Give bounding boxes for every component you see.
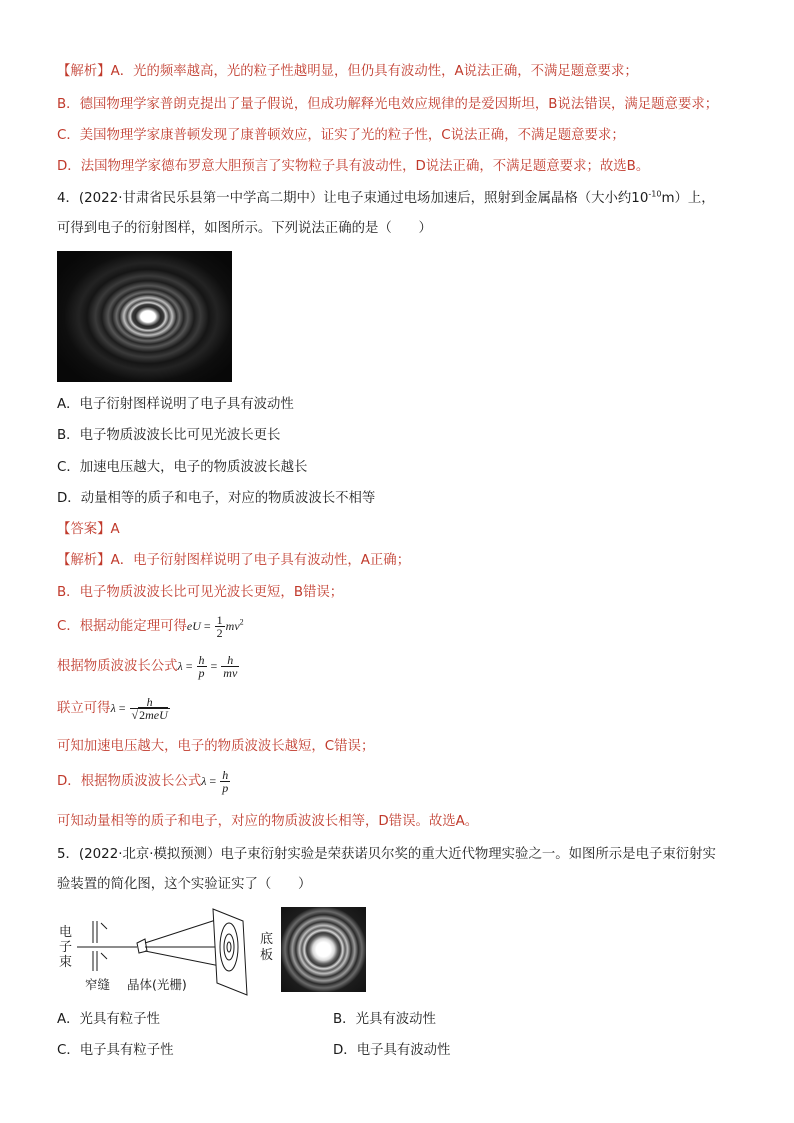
- q5-option-c: C．电子具有粒子性: [57, 1043, 174, 1058]
- slit-label: 窄缝: [85, 977, 111, 992]
- q4-conclusion-d: 可知动量相等的质子和电子，对应的物质波波长相等，D错误。故选A。: [57, 814, 479, 829]
- q4-option-a: A．电子衍射图样说明了电子具有波动性: [57, 397, 294, 412]
- q4-stem-line1: 4．(2022·甘肃省民乐县第一中学高二期中）让电子束通过电场加速后，照射到金属晶格（大小约$10^{-10}m$）上，: [57, 189, 715, 206]
- plate-label-2: 板: [260, 948, 274, 963]
- q4-answer: 【答案】A: [57, 522, 120, 537]
- beam-label-2: 子: [59, 940, 73, 955]
- q4-analysis-d-formula: D．根据物质波波长公式λ = $\frac{h}{p}$: [57, 767, 229, 795]
- q4-option-b: B．电子物质波波长比可见光波长更长: [57, 428, 281, 443]
- q4-conclusion-c: 可知加速电压越大，电子的物质波波长越短，C错误；: [57, 739, 375, 754]
- ray-lower: [145, 951, 225, 967]
- q4-stem-line2: 可得到电子的衍射图样，如图所示。下列说法正确的是（ ）: [57, 221, 432, 236]
- wavelength-formula: 根据物质波波长公式λ = $\frac{h}{p}$ = $\frac{h}{mv}$: [57, 652, 238, 680]
- analysis-tag: 【解析】: [57, 64, 111, 79]
- q5-option-a: A．光具有粒子性: [57, 1012, 160, 1027]
- q5-option-d: D．电子具有波动性: [333, 1043, 451, 1058]
- prev-analysis-a: 【解析】A．光的频率越高，光的粒子性越明显，但仍具有波动性，A说法正确，不满足题意要求；: [57, 64, 638, 79]
- q5-stem-line1: 5．(2022·北京·模拟预测）电子束衍射实验是荣获诺贝尔奖的重大近代物理实验之一。如图所示是电子束衍射实: [57, 847, 716, 862]
- q4-option-d: D．动量相等的质子和电子，对应的物质波波长不相等: [57, 491, 376, 506]
- beam-label: [59, 924, 72, 970]
- q4-analysis-c-formula: C．根据动能定理可得eU = $\frac{1}{2}$ $mv^2$: [57, 612, 244, 640]
- q5-option-b: B．光具有波动性: [333, 1012, 436, 1027]
- prev-analysis-c: C．美国物理学家康普顿发现了康普顿效应，证实了光的粒子性，C说法正确，不满足题意要求；: [57, 128, 625, 143]
- crystal-label: 晶体(光栅): [127, 977, 187, 992]
- ray-upper: [145, 917, 225, 943]
- plate-label-1: 底: [260, 932, 274, 947]
- electron-diffraction-photo: [57, 251, 232, 382]
- plate-label: [260, 931, 273, 963]
- prev-analysis-d: D．法国物理学家德布罗意大胆预言了实物粒子具有波动性，D说法正确，不满足题意要求；故选B。: [57, 159, 650, 174]
- beam-label-3: 束: [59, 955, 73, 970]
- q5-diffraction-photo: [281, 907, 366, 992]
- beam-label-1: 电: [59, 925, 73, 940]
- q5-stem-line2: 验装置的简化图，这个实验证实了（ ）: [57, 877, 312, 892]
- diffraction-apparatus-diagram: [57, 903, 277, 998]
- prev-analysis-b: B．德国物理学家普朗克提出了量子假说，但成功解释光电效应规律的是爱因斯坦，B说法错误，满足题意要求；: [57, 97, 719, 112]
- combined-formula: 联立可得λ = $\frac{h}{\text{√2meU}}$: [57, 694, 168, 722]
- q4-analysis-b: B．电子物质波波长比可见光波长更短，B错误；: [57, 585, 344, 600]
- q4-option-c: C．加速电压越大，电子的物质波波长越长: [57, 460, 308, 475]
- q4-analysis-a: 【解析】A．电子衍射图样说明了电子具有波动性，A正确；: [57, 553, 411, 568]
- slit-plates: [93, 921, 107, 971]
